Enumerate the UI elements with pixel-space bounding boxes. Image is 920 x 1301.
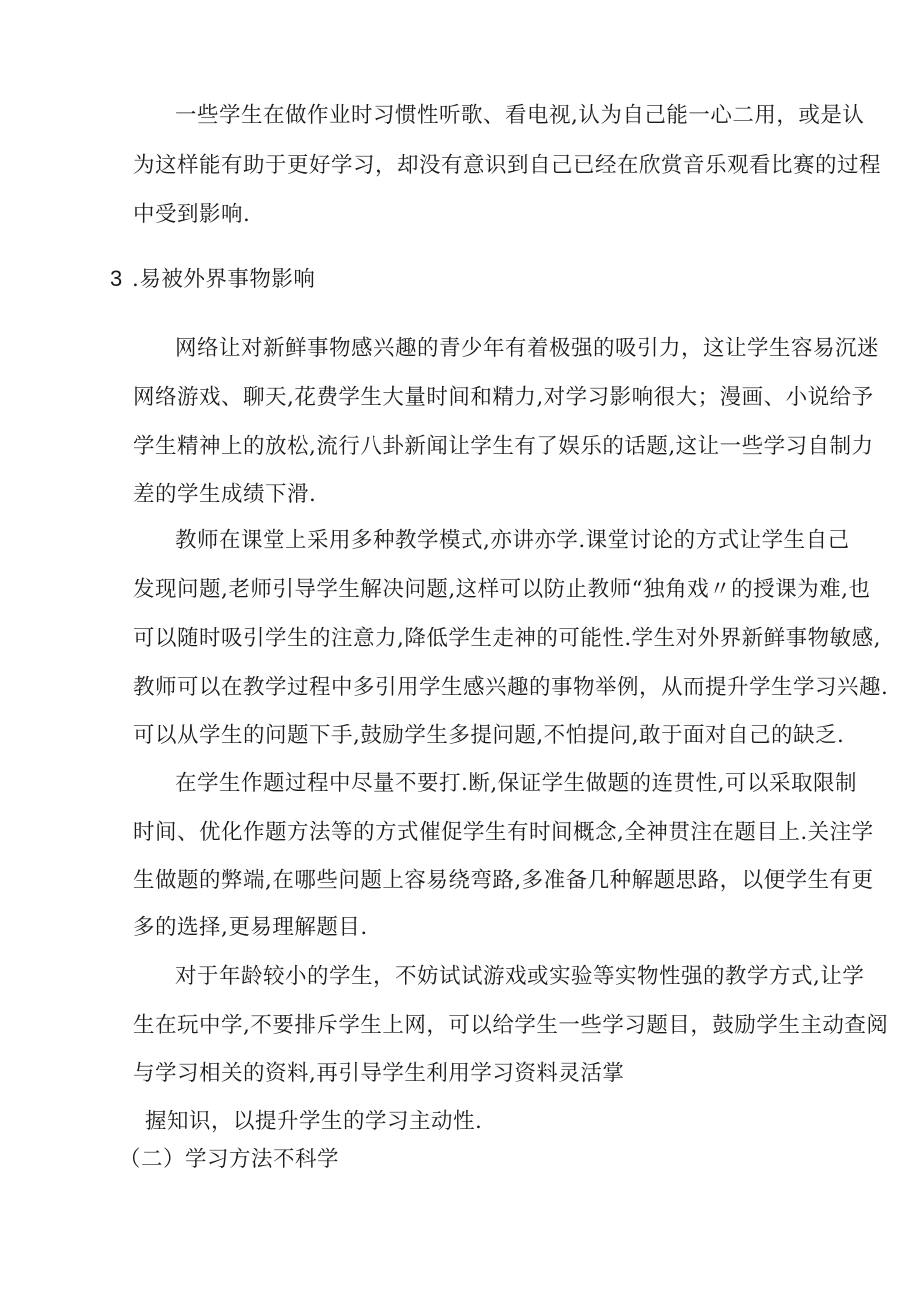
paragraph-line: 中受到影响. bbox=[133, 202, 251, 227]
section-number: 3 bbox=[110, 266, 123, 291]
paragraph-line: 可以随时吸引学生的注意力,降低学生走神的可能性.学生对外界新鲜事物敏感, bbox=[133, 626, 882, 651]
paragraph-line: 为这样能有助于更好学习，却没有意识到自己已经在欣赏音乐观看比赛的过程 bbox=[133, 153, 882, 178]
paragraph-line: 在学生作题过程中尽量不要打.断,保证学生做题的连贯性,可以采取限制 bbox=[175, 771, 858, 796]
paragraph-line: 差的学生成绩下滑. bbox=[133, 482, 317, 507]
section-heading: .易被外界事物影响 bbox=[132, 267, 316, 292]
paragraph-line: 发现问题,老师引导学生解决问题,这样可以防止教师“独角戏〃的授课为难,也 bbox=[133, 577, 871, 602]
paragraph-line: 握知识，以提升学生的学习主动性. bbox=[145, 1109, 483, 1134]
paragraph-line: 与学习相关的资料,再引导学生利用学习资料灵活掌 bbox=[133, 1061, 625, 1086]
paragraph-line: 对于年龄较小的学生，不妨试试游戏或实验等实物性强的教学方式,让学 bbox=[175, 964, 865, 989]
paragraph-line: 时间、优化作题方法等的方式催促学生有时间概念,全神贯注在题目上.关注学 bbox=[133, 820, 874, 845]
paragraph-line: 一些学生在做作业时习惯性听歌、看电视,认为自己能一心二用，或是认 bbox=[175, 103, 865, 128]
section-heading: （二）学习方法不科学 bbox=[119, 1147, 340, 1172]
paragraph-line: 可以从学生的问题下手,鼓励学生多提问题,不怕提问,敢于面对自己的缺乏. bbox=[133, 723, 845, 748]
paragraph-line: 多的选择,更易理解题目. bbox=[133, 915, 368, 940]
paragraph-line: 生做题的弊端,在哪些问题上容易绕弯路,多准备几种解题思路，以便学生有更 bbox=[133, 868, 874, 893]
paragraph-line: 生在玩中学,不要排斥学生上网，可以给学生一些学习题目，鼓励学生主动查阅 bbox=[133, 1013, 889, 1038]
paragraph-line: 教师在课堂上采用多种教学模式,亦讲亦学.课堂讨论的方式让学生自己 bbox=[175, 528, 850, 553]
paragraph-line: 学生精神上的放松,流行八卦新闻让学生有了娱乐的话题,这让一些学习自制力 bbox=[133, 434, 874, 459]
paragraph-line: 网络让对新鲜事物感兴趣的青少年有着极强的吸引力，这让学生容易沉迷 bbox=[175, 336, 880, 361]
paragraph-line: 网络游戏、聊天,花费学生大量时间和精力,对学习影响很大；漫画、小说给予 bbox=[133, 385, 874, 410]
paragraph-line: 教师可以在教学过程中多引用学生感兴趣的事物举例，从而提升学生学习兴趣. bbox=[133, 675, 889, 700]
